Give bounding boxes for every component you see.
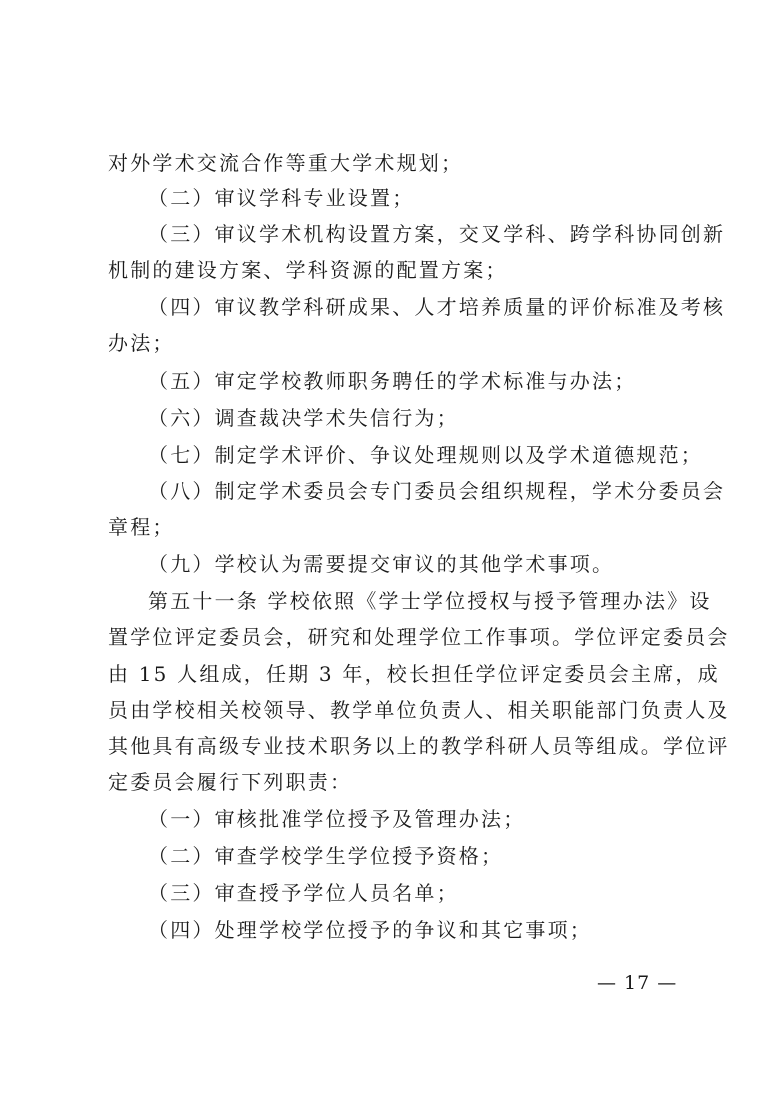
text-line: （五）审定学校教师职务聘任的学术标准与办法； (148, 369, 637, 393)
text-line: 定委员会履行下列职责： (108, 770, 353, 794)
text-line: 机制的建设方案、学科资源的配置方案； (108, 258, 508, 282)
text-line: （九）学校认为需要提交审议的其他学术事项。 (148, 552, 615, 576)
text-line: （八）制定学术委员会专门委员会组织规程，学术分委员会 (148, 479, 726, 503)
text-line: （三）审议学术机构设置方案，交叉学科、跨学科协同创新 (148, 222, 726, 246)
text-line: （七）制定学术评价、争议处理规则以及学术道德规范； (148, 443, 703, 467)
text-line: 员由学校相关校领导、教学单位负责人、相关职能部门负责人及 (108, 698, 730, 722)
text-line: （二）审议学科专业设置； (148, 186, 415, 210)
article-heading-line: 第五十一条 学校依照《学士学位授权与授予管理办法》设 (148, 589, 712, 613)
text-line: 章程； (108, 515, 175, 539)
text-line: （六）调查裁决学术失信行为； (148, 406, 459, 430)
text-line: （四）处理学校学位授予的争议和其它事项； (148, 918, 592, 942)
text-line: 由 15 人组成，任期 3 年，校长担任学位评定委员会主席，成 (108, 662, 720, 686)
text-line: （一）审核批准学位授予及管理办法； (148, 807, 526, 831)
text-line: （三）审查授予学位人员名单； (148, 881, 459, 905)
page-number: — 17 — (597, 972, 678, 994)
text-line: （四）审议教学科研成果、人才培养质量的评价标准及考核 (148, 295, 726, 319)
text-line: 其他具有高级专业技术职务以上的教学科研人员等组成。学位评 (108, 734, 730, 758)
text-line: 置学位评定委员会，研究和处理学位工作事项。学位评定委员会 (108, 625, 730, 649)
text-line: 对外学术交流合作等重大学术规划； (108, 151, 464, 175)
text-line: 办法； (108, 331, 175, 355)
text-line: （二）审查学校学生学位授予资格； (148, 844, 504, 868)
